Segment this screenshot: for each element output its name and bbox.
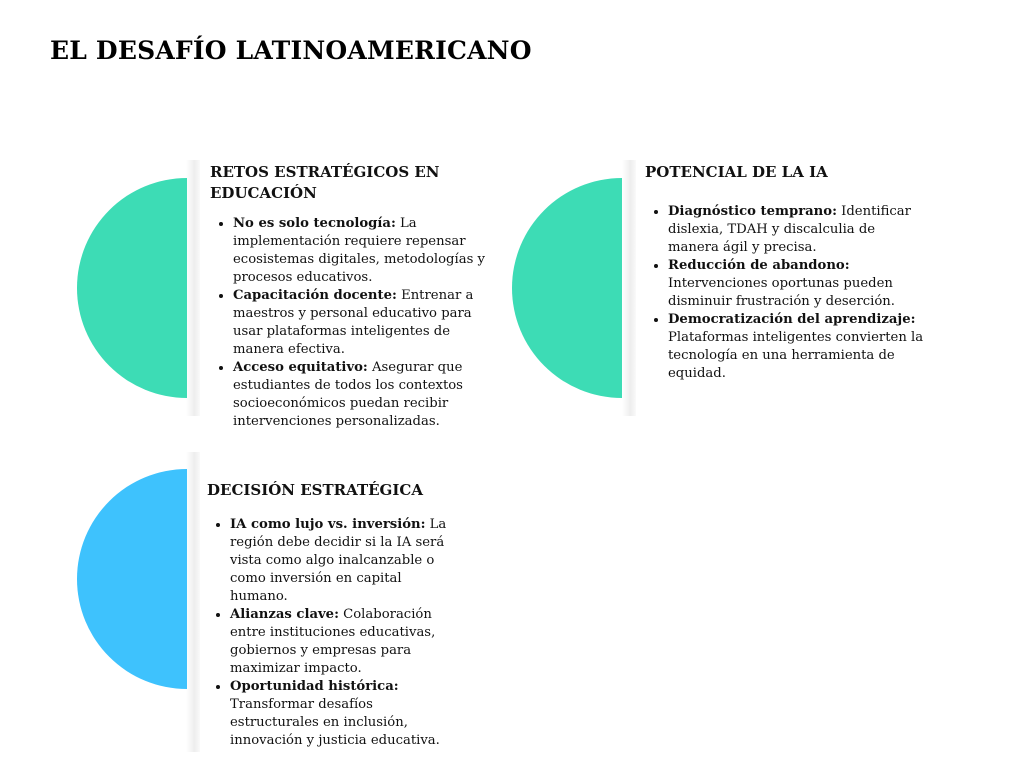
list-item [668, 257, 925, 311]
section-heading: RETOS ESTRATÉGICOS EN EDUCACIÓN [210, 163, 440, 202]
bullet-list [645, 203, 925, 383]
section-heading: POTENCIAL DE LA IA [645, 163, 828, 181]
item-text: La región debe decidir si la IA será vista como algo inalcanzable o como inversión en capital humano. [230, 517, 447, 604]
item-text: La implementación requiere repensar ecosistemas digitales, metodologías y procesos educativos. [233, 216, 485, 285]
item-text: Intervenciones oportunas pueden disminuir frustración y deserción. [668, 276, 895, 309]
item-term: Democratización del aprendizaje: [668, 312, 916, 327]
section-decision-estrategica [207, 480, 457, 750]
item-text: Entrenar a maestros y personal educativo para usar plataformas inteligentes de manera efectiva. [233, 288, 474, 357]
section-potencial-ia [645, 162, 925, 383]
list-item [230, 516, 457, 606]
item-term: Reducción de abandono: [668, 258, 850, 273]
item-text: Colaboración entre instituciones educativas, gobiernos y empresas para maximizar impacto. [230, 607, 436, 676]
bullet-list [210, 215, 500, 431]
item-term: Diagnóstico temprano: [668, 204, 837, 219]
item-term: Capacitación docente: [233, 288, 397, 303]
item-text: Identificar dislexia, TDAH y discalculia de manera ágil y precisa. [668, 204, 911, 255]
list-item [233, 359, 500, 431]
bullet-list [207, 516, 457, 750]
item-term: IA como lujo vs. inversión: [230, 517, 426, 532]
section-retos-estrategicos [210, 162, 500, 431]
item-text: Asegurar que estudiantes de todos los contextos socioeconómicos puedan recibir intervenciones personalizadas. [233, 360, 463, 429]
list-item [233, 215, 500, 287]
list-item [233, 287, 500, 359]
section-heading: DECISIÓN ESTRATÉGICA [207, 481, 423, 499]
list-item [668, 203, 925, 257]
green-half-circle-decoration [77, 178, 187, 398]
list-item [230, 678, 457, 750]
item-term: Acceso equitativo: [233, 360, 368, 375]
blue-half-circle-decoration [77, 469, 187, 689]
card-shadow-strip [186, 160, 200, 416]
page-title: EL DESAFÍO LATINOAMERICANO [50, 36, 532, 65]
list-item [668, 311, 925, 383]
card-shadow-strip [186, 452, 200, 752]
item-term: No es solo tecnología: [233, 216, 396, 231]
item-term: Oportunidad histórica: [230, 679, 399, 694]
item-text: Plataformas inteligentes convierten la tecnología en una herramienta de equidad. [668, 330, 924, 381]
item-term: Alianzas clave: [230, 607, 339, 622]
card-shadow-strip [622, 160, 636, 416]
list-item [230, 606, 457, 678]
item-text: Transformar desafíos estructurales en inclusión, innovación y justicia educativa. [230, 697, 440, 748]
green-half-circle-decoration [512, 178, 622, 398]
